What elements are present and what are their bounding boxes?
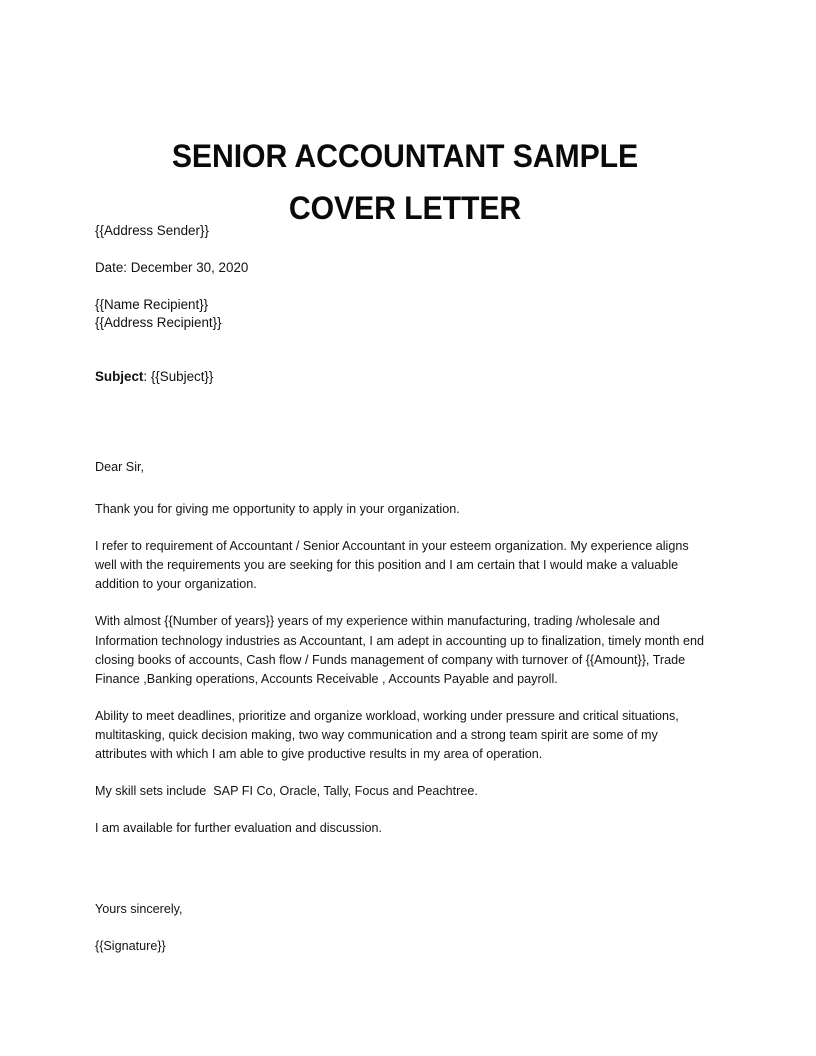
letterhead-block (95, 222, 725, 386)
recipient-address: {{Address Recipient}} (95, 315, 222, 330)
signature-placeholder: {{Signature}} (95, 939, 166, 954)
skills-list: SAP FI Co, Oracle, Tally, Focus and Peachtree. (213, 784, 478, 799)
skills-paragraph (95, 782, 713, 801)
body-paragraph-3: With almost {{Number of years}} years of my experience within manufacturing, trading /wholesale and Information technology industries as Accountant, I am adept in accounting up to finalization, timely month end closing books of accounts, Cash flow / Funds management of company with turnover of {{Amount}}, Trade Finance ,Banking operations, Accounts Receivable , Accounts Payable and payroll. (95, 614, 705, 686)
subject-line (95, 368, 725, 386)
letter-date: Date: December 30, 2020 (95, 260, 249, 275)
body-paragraph-2: I refer to requirement of Accountant / Senior Accountant in your esteem organization. My experience aligns well with the requirements you are seeking for this position and I am certain that I would make a valuable addition to your organization. (95, 539, 689, 592)
subject-separator: : (143, 369, 151, 384)
body-paragraph-1: Thank you for giving me opportunity to apply in your organization. (95, 502, 460, 517)
availability-paragraph: I am available for further evaluation and discussion. (95, 821, 383, 836)
page-title: SENIOR ACCOUNTANT SAMPLE COVER LETTER (171, 137, 639, 226)
subject-value: {{Subject}} (150, 369, 214, 384)
body-paragraph-4: Ability to meet deadlines, prioritize and organize workload, working under pressure and critical situations, multitasking, quick decision making, two way communication and a strong team spirit are some of my attributes with which I am able to give productive results in my area of operation. (95, 708, 679, 762)
subject-label: Subject (95, 369, 144, 384)
sender-address: {{Address Sender}} (95, 223, 209, 238)
salutation: Dear Sir, (95, 460, 144, 474)
closing-salutation: Yours sincerely, (95, 902, 183, 917)
skills-prefix: My skill sets include (95, 784, 207, 799)
recipient-name: {{Name Recipient}} (95, 297, 209, 312)
letter-body (95, 458, 713, 957)
